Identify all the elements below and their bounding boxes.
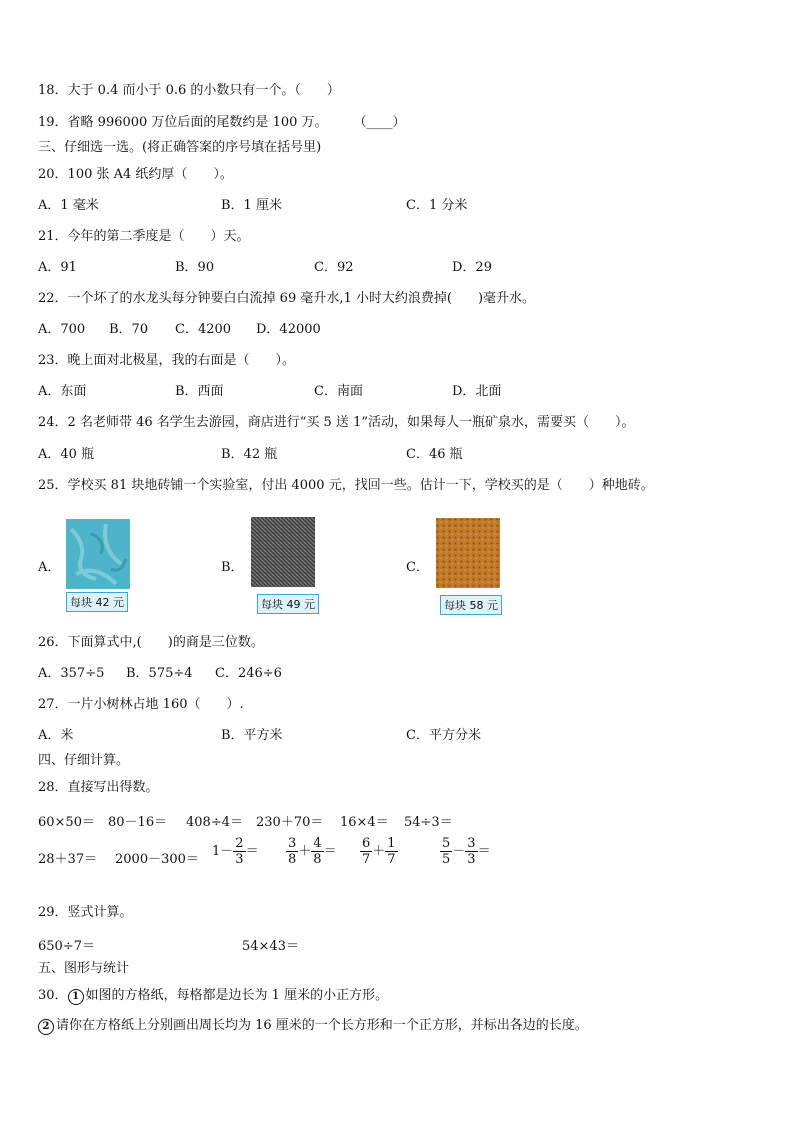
- section-5-heading: 五、图形与统计: [38, 961, 130, 976]
- denominator: 3: [467, 852, 476, 867]
- fraction: [465, 836, 477, 867]
- denominator: 5: [442, 852, 451, 867]
- calc-item: 54÷3＝: [404, 815, 453, 830]
- question-21: 21．今年的第二季度是（ ）天。: [38, 229, 250, 244]
- question-30-text-1: 如图的方格纸，每格都是边长为 1 厘米的小正方形。: [85, 988, 389, 1003]
- tile-option-b-label: B．: [221, 560, 244, 575]
- calc-item: 16×4＝: [340, 815, 389, 830]
- numerator: 3: [467, 836, 476, 851]
- question-22: 22．一个坏了的水龙头每分钟要白白流掉 69 毫升水,1 小时大约浪费掉( )毫升水。: [38, 291, 536, 306]
- question-23: 23．晚上面对北极星，我的右面是（ ）。: [38, 353, 296, 368]
- equals-sign: ＝: [245, 844, 259, 859]
- tile-b-price: 每块 49 元: [257, 594, 319, 614]
- option-c: C．92: [314, 260, 354, 275]
- option-a: A．米: [38, 728, 74, 743]
- option-a: A．357÷5: [38, 666, 105, 681]
- tile-option-c-label: C．: [406, 560, 429, 575]
- option-b: B．西面: [175, 384, 224, 399]
- fraction-prefix: 1－: [212, 844, 234, 859]
- tile-option-a-label: A．: [38, 560, 61, 575]
- fraction: [360, 836, 372, 867]
- question-27: 27．一片小树林占地 160（ ）.: [38, 697, 244, 712]
- numerator: 6: [362, 836, 371, 851]
- numerator: 3: [288, 836, 297, 851]
- calc-item: 28＋37＝: [38, 852, 98, 867]
- numerator: 2: [235, 836, 244, 851]
- denominator: 7: [387, 852, 396, 867]
- option-a: A．700: [38, 322, 86, 337]
- fraction: [286, 836, 298, 867]
- question-30-part-1: [38, 987, 388, 1005]
- numerator: 4: [313, 836, 322, 851]
- option-b: B．70: [109, 322, 149, 337]
- question-29: 29．竖式计算。: [38, 905, 133, 920]
- fraction-expression-3: [360, 836, 398, 867]
- tile-a-price: 每块 42 元: [66, 592, 128, 612]
- denominator: 7: [362, 852, 371, 867]
- operator: －: [452, 844, 466, 859]
- calc-item: 60×50＝: [38, 815, 95, 830]
- fraction: [440, 836, 452, 867]
- question-30-text-2: 请你在方格纸上分别画出周长均为 16 厘米的一个长方形和一个正方形，并标出各边的长度。: [56, 1018, 588, 1033]
- question-26: 26．下面算式中,( )的商是三位数。: [38, 635, 264, 650]
- vertical-calc-item: 650÷7＝: [38, 939, 95, 954]
- option-c: C．南面: [314, 384, 363, 399]
- option-b: B．575÷4: [126, 666, 193, 681]
- question-30-part-2: [38, 1017, 588, 1035]
- fraction-expression-1: [212, 836, 259, 867]
- question-28: 28．直接写出得数。: [38, 780, 159, 795]
- option-b: B．42 瓶: [221, 447, 278, 462]
- calc-item: 2000－300＝: [115, 852, 199, 867]
- tile-c-image: [436, 518, 500, 588]
- circled-number-2: 2: [38, 1019, 54, 1035]
- numerator: 1: [387, 836, 396, 851]
- question-24: 24．2 名老师带 46 名学生去游园，商店进行“买 5 送 1”活动，如果每人一瓶矿泉水，需要买（ ）。: [38, 415, 635, 430]
- option-a: A．东面: [38, 384, 87, 399]
- option-c: C．平方分米: [406, 728, 481, 743]
- denominator: 3: [235, 852, 244, 867]
- option-d: D．北面: [452, 384, 502, 399]
- operator: ＋: [372, 844, 386, 859]
- option-b: B．1 厘米: [221, 198, 282, 213]
- fraction: [233, 836, 245, 867]
- option-a: A．91: [38, 260, 77, 275]
- denominator: 8: [313, 852, 322, 867]
- numerator: 5: [442, 836, 451, 851]
- fraction-expression-4: [440, 836, 491, 867]
- calc-item: 80－16＝: [108, 815, 168, 830]
- option-b: B．90: [175, 260, 215, 275]
- option-a: A．40 瓶: [38, 447, 95, 462]
- option-a: A．1 毫米: [38, 198, 99, 213]
- question-number: 30．: [38, 988, 68, 1003]
- option-d: D．42000: [256, 322, 321, 337]
- equals-sign: ＝: [323, 844, 337, 859]
- calc-item: 408÷4＝: [186, 815, 243, 830]
- option-c: C．246÷6: [215, 666, 282, 681]
- option-c: C．46 瓶: [406, 447, 463, 462]
- tile-a-image: [66, 519, 130, 589]
- option-d: D．29: [452, 260, 492, 275]
- tile-c-price: 每块 58 元: [440, 595, 502, 615]
- question-25: 25．学校买 81 块地砖铺一个实验室，付出 4000 元，找回一些。估计一下，学校买的是（ ）种地砖。: [38, 478, 654, 493]
- section-3-heading: 三、仔细选一选。(将正确答案的序号填在括号里): [38, 140, 322, 155]
- option-b: B．平方米: [221, 728, 283, 743]
- calc-item: 230＋70＝: [256, 815, 324, 830]
- operator: ＋: [298, 844, 312, 859]
- option-c: C．1 分米: [406, 198, 468, 213]
- tile-b-image: [251, 517, 315, 587]
- section-4-heading: 四、仔细计算。: [38, 753, 130, 768]
- fraction: [385, 836, 397, 867]
- equals-sign: ＝: [477, 844, 491, 859]
- fraction-expression-2: [286, 836, 337, 867]
- circled-number-1: 1: [68, 989, 84, 1005]
- question-18: 18．大于 0.4 而小于 0.6 的小数只有一个。（ ）: [38, 83, 340, 98]
- question-20: 20．100 张 A4 纸约厚（ ）。: [38, 167, 233, 182]
- denominator: 8: [288, 852, 297, 867]
- option-c: C．4200: [175, 322, 232, 337]
- fraction: [311, 836, 323, 867]
- question-19: 19．省略 996000 万位后面的尾数约是 100 万。 （____）: [38, 115, 406, 130]
- vertical-calc-item: 54×43＝: [242, 939, 299, 954]
